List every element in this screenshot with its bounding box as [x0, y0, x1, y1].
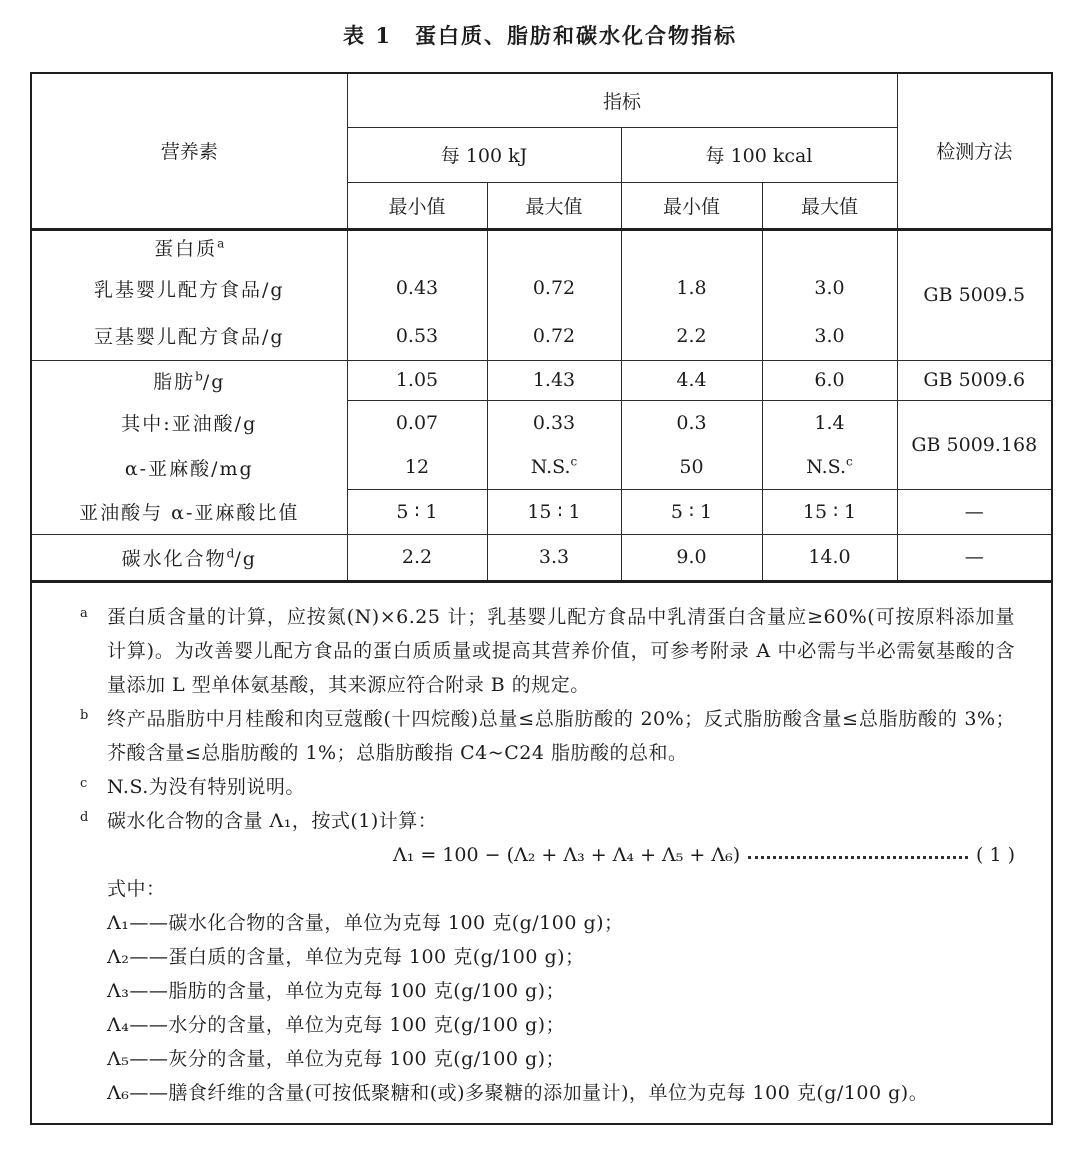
empty-cell — [762, 229, 897, 264]
header-kcal-min: 最小值 — [621, 182, 762, 229]
equation-formula: Λ₁ = 100 − (Λ₂ + Λ₃ + Λ₄ + Λ₅ + Λ₆) — [393, 844, 741, 866]
ratio-method: — — [897, 489, 1051, 534]
footnote-c-mark: c — [80, 776, 88, 791]
fat-kj-min: 1.05 — [347, 360, 487, 400]
row-carbohydrate — [32, 534, 1051, 580]
footnotes-section — [32, 580, 1051, 1110]
linolenic-kcal-max — [762, 445, 897, 489]
page-title: 表 1 蛋白质、脂肪和碳水化合物指标 — [343, 23, 737, 48]
linolenic-kcal-min: 50 — [621, 445, 762, 489]
footnote-a-text: 蛋白质含量的计算，应按氮(N)×6.25 计；乳基婴儿配方食品中乳清蛋白含量应≥60%(可按原料添加量计算)。为改善婴儿配方食品的蛋白质质量或提高其营养价值，可参考附录 A 中必需与半必需氨基酸的含量添加 L 型单体氨基酸，其来源应符合附录 B 的规定。 — [107, 606, 1015, 696]
def-lambda6 — [107, 1076, 1015, 1110]
nutrient-spec-table — [32, 74, 1051, 580]
footnote-c — [80, 770, 1015, 804]
empty-cell — [347, 229, 487, 264]
fat-label-text: 脂肪 — [153, 370, 196, 393]
row-ratio — [32, 489, 1051, 534]
def-lambda3 — [107, 974, 1015, 1008]
linoleic-kcal-max: 1.4 — [762, 400, 897, 445]
ratio-kcal-min: 5 ∶ 1 — [621, 489, 762, 534]
fat-unit: /g — [202, 370, 226, 393]
linoleic-kj-max: 0.33 — [487, 400, 621, 445]
variable-definitions — [107, 906, 1015, 1110]
row-protein — [32, 229, 1051, 264]
linoleic-kj-min: 0.07 — [347, 400, 487, 445]
footnote-d-text: 碳水化合物的含量 Λ₁，按式(1)计算： — [107, 810, 438, 832]
ns-footnote-mark: c — [570, 454, 578, 469]
soy-label: 豆基婴儿配方食品/g — [32, 312, 347, 360]
header-per-100kj: 每 100 kJ — [347, 127, 621, 182]
footnote-d-mark: d — [80, 810, 89, 825]
header-indicator: 指标 — [347, 74, 897, 127]
where-label: 式中： — [107, 878, 166, 900]
ratio-kj-max: 15 ∶ 1 — [487, 489, 621, 534]
carb-kcal-max: 14.0 — [762, 534, 897, 580]
header-kcal-max: 最大值 — [762, 182, 897, 229]
def-term: Λ₃ — [107, 980, 130, 1002]
carb-method: — — [897, 534, 1051, 580]
fat-footnote-mark: b — [195, 369, 203, 384]
milk-label: 乳基婴儿配方食品/g — [32, 264, 347, 312]
milk-kj-min: 0.43 — [347, 264, 487, 312]
header-kj-min: 最小值 — [347, 182, 487, 229]
soy-kcal-max: 3.0 — [762, 312, 897, 360]
header-kj-max: 最大值 — [487, 182, 621, 229]
def-desc: ——蛋白质的含量，单位为克每 100 克(g/100 g)； — [129, 946, 585, 968]
soy-kj-min: 0.53 — [347, 312, 487, 360]
carb-label-text: 碳水化合物 — [121, 547, 227, 570]
def-lambda2 — [107, 940, 1015, 974]
def-desc: ——灰分的含量，单位为克每 100 克(g/100 g)； — [129, 1048, 566, 1070]
footnote-b — [80, 702, 1015, 770]
fat-label — [32, 360, 347, 400]
header-row-1 — [32, 74, 1051, 127]
ratio-kj-min: 5 ∶ 1 — [347, 489, 487, 534]
linoleic-method: GB 5009.168 — [897, 400, 1051, 489]
linoleic-kcal-min: 0.3 — [621, 400, 762, 445]
fat-kcal-max: 6.0 — [762, 360, 897, 400]
ns-value: N.S. — [530, 455, 571, 478]
milk-kcal-max: 3.0 — [762, 264, 897, 312]
row-fat — [32, 360, 1051, 400]
empty-cell — [487, 229, 621, 264]
milk-kj-max: 0.72 — [487, 264, 621, 312]
protein-label-text: 蛋白质 — [154, 237, 218, 260]
def-lambda1 — [107, 906, 1015, 940]
row-linoleic — [32, 400, 1051, 445]
def-desc: ——水分的含量，单位为克每 100 克(g/100 g)； — [129, 1014, 566, 1036]
linolenic-kj-min: 12 — [347, 445, 487, 489]
milk-kcal-min: 1.8 — [621, 264, 762, 312]
carb-footnote-mark: d — [226, 546, 235, 561]
def-desc: ——脂肪的含量，单位为克每 100 克(g/100 g)； — [129, 980, 566, 1002]
def-term: Λ₅ — [107, 1048, 130, 1070]
fat-kj-max: 1.43 — [487, 360, 621, 400]
def-term: Λ₂ — [107, 946, 130, 968]
ns-footnote-mark: c — [846, 454, 853, 469]
protein-method: GB 5009.5 — [897, 229, 1051, 360]
equation-1 — [107, 838, 1015, 872]
ns-value: N.S. — [806, 455, 847, 478]
linolenic-kj-max — [487, 445, 621, 489]
soy-kj-max: 0.72 — [487, 312, 621, 360]
footnote-a-mark: a — [80, 606, 88, 621]
def-desc: ——碳水化合物的含量，单位为克每 100 克(g/100 g)； — [129, 912, 624, 934]
carb-kj-min: 2.2 — [347, 534, 487, 580]
def-lambda4 — [107, 1008, 1015, 1042]
header-per-100kcal: 每 100 kcal — [621, 127, 897, 182]
linoleic-label: 其中:亚油酸/g — [32, 400, 347, 445]
carb-kj-max: 3.3 — [487, 534, 621, 580]
protein-label — [32, 229, 347, 264]
carb-kcal-min: 9.0 — [621, 534, 762, 580]
table-outer-box — [30, 72, 1053, 1125]
carb-label — [32, 534, 347, 580]
equation-number: ( 1 ) — [976, 844, 1015, 866]
def-desc: ——膳食纤维的含量(可按低聚糖和(或)多聚糖的添加量计)，单位为克每 100 克(g/100 g)。 — [129, 1082, 929, 1104]
footnote-b-text: 终产品脂肪中月桂酸和肉豆蔻酸(十四烷酸)总量≤总脂肪酸的 20%；反式脂肪酸含量≤总脂肪酸的 3%；芥酸含量≤总脂肪酸的 1%；总脂肪酸指 C4~C24 脂肪酸的总和。 — [107, 708, 1015, 764]
header-nutrient: 营养素 — [32, 74, 347, 229]
def-term: Λ₆ — [107, 1082, 130, 1104]
def-term: Λ₁ — [107, 912, 130, 934]
def-term: Λ₄ — [107, 1014, 130, 1036]
linolenic-label: α-亚麻酸/mg — [32, 445, 347, 489]
ratio-kcal-max: 15 ∶ 1 — [762, 489, 897, 534]
footnote-d — [80, 804, 1015, 838]
empty-cell — [621, 229, 762, 264]
carb-unit: /g — [234, 547, 257, 570]
ratio-label: 亚油酸与 α-亚麻酸比值 — [32, 489, 347, 534]
fat-kcal-min: 4.4 — [621, 360, 762, 400]
footnote-c-text: N.S.为没有特别说明。 — [107, 776, 305, 798]
equation-dotted-leader — [748, 856, 968, 859]
def-lambda5 — [107, 1042, 1015, 1076]
footnote-a — [80, 600, 1015, 702]
soy-kcal-min: 2.2 — [621, 312, 762, 360]
header-method: 检测方法 — [897, 74, 1051, 229]
protein-footnote-mark: a — [217, 236, 225, 251]
footnote-b-mark: b — [80, 708, 89, 723]
fat-method: GB 5009.6 — [897, 360, 1051, 400]
